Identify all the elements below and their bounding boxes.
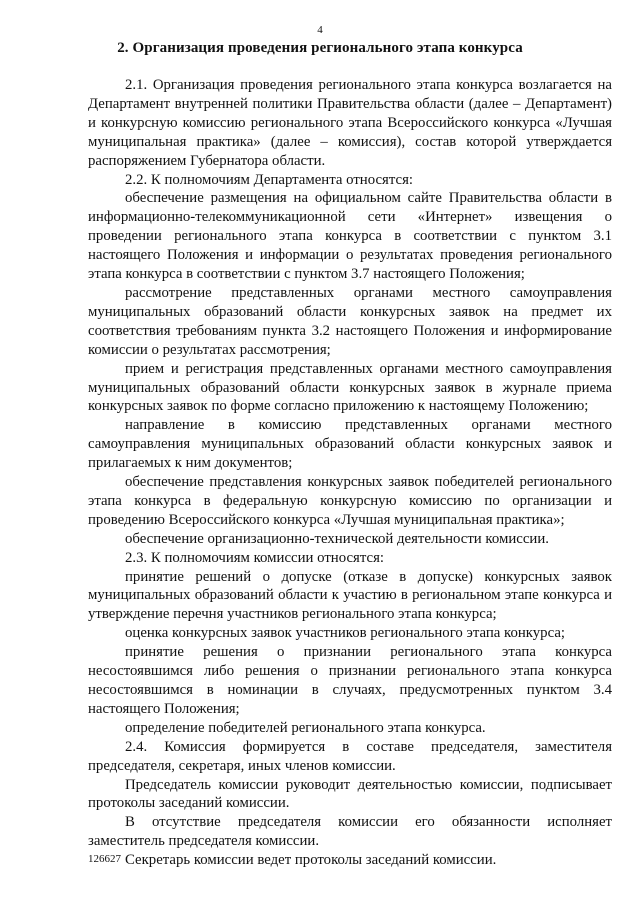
deputy-paragraph: В отсутствие председателя комиссии его обязанности исполняет заместитель председателя комиссии.	[88, 814, 612, 850]
document-body	[88, 76, 612, 870]
paragraph-2-4: 2.4. Комиссия формируется в составе председателя, заместителя председателя, секретаря, иных членов комиссии.	[88, 738, 612, 774]
paragraph-2-3: 2.3. К полномочиям комиссии относятся:	[125, 549, 384, 566]
paragraph-2-1: 2.1. Организация проведения регионального этапа конкурса возлагается на Департамент внутренней политики Правительства области (далее – Департамент) и конкурсную комиссию регионального этапа Всероссийского конкурса «Лучшая муниципальная практика» (далее – комиссия), состав которой утверждается распоряжением Губернатора области.	[88, 77, 612, 169]
department-duty-2: рассмотрение представленных органами местного самоуправления муниципальных образований области конкурсных заявок на предмет их соответствия требованиям пункта 3.2 настоящего Положения и информирование комиссии о результатах рассмотрения;	[88, 284, 612, 358]
page-number: 4	[317, 24, 323, 36]
department-duty-6: обеспечение организационно-технической деятельности комиссии.	[125, 530, 549, 547]
commission-duty-2: оценка конкурсных заявок участников регионального этапа конкурса;	[125, 625, 566, 642]
commission-duty-1: принятие решений о допуске (отказе в допуске) конкурсных заявок муниципальных образований области к участию в региональном этапе конкурса и утверждение перечня участников регионального этапа конкурса;	[88, 568, 612, 623]
department-duty-3: прием и регистрация представленных органами местного самоуправления муниципальных образований области конкурсных заявок в журнале приема конкурсных заявок по форме согласно приложению к настоящему Положению;	[88, 360, 612, 415]
department-duty-1: обеспечение размещения на официальном сайте Правительства области в информационно-телекоммуникационной сети «Интернет» извещения о проведении регионального этапа конкурса в соответствии с пунктом 3.1 настоящего Положения и информации о результатах проведения регионального этапа конкурса в соответствии с пунктом 3.7 настоящего Положения;	[88, 190, 612, 283]
secretary-paragraph: Секретарь комиссии ведет протоколы заседаний комиссии.	[125, 852, 497, 869]
department-duty-4: направление в комиссию представленных органами местного самоуправления муниципальных образований области конкурсных заявок и прилагаемых к ним документов;	[88, 417, 612, 472]
commission-duty-4: определение победителей регионального этапа конкурса.	[125, 719, 486, 736]
chairman-paragraph: Председатель комиссии руководит деятельностью комиссии, подписывает протоколы заседаний комиссии.	[88, 776, 612, 812]
section-title: 2. Организация проведения регионального этапа конкурса	[117, 40, 523, 56]
department-duty-5: обеспечение представления конкурсных заявок победителей регионального этапа конкурса в федеральную конкурсную комиссию по организации и проведению Всероссийского конкурса «Лучшая муниципальная практика»;	[88, 474, 612, 528]
footer-code: 126627	[88, 853, 121, 865]
paragraph-2-2: 2.2. К полномочиям Департамента относятся:	[125, 171, 413, 188]
commission-duty-3: принятие решения о признании регионального этапа конкурса несостоявшимся либо решения о признании регионального этапа конкурса несостоявшимся в номинации в случаях, предусмотренных пунктом 3.4 настоящего Положения;	[88, 644, 612, 717]
